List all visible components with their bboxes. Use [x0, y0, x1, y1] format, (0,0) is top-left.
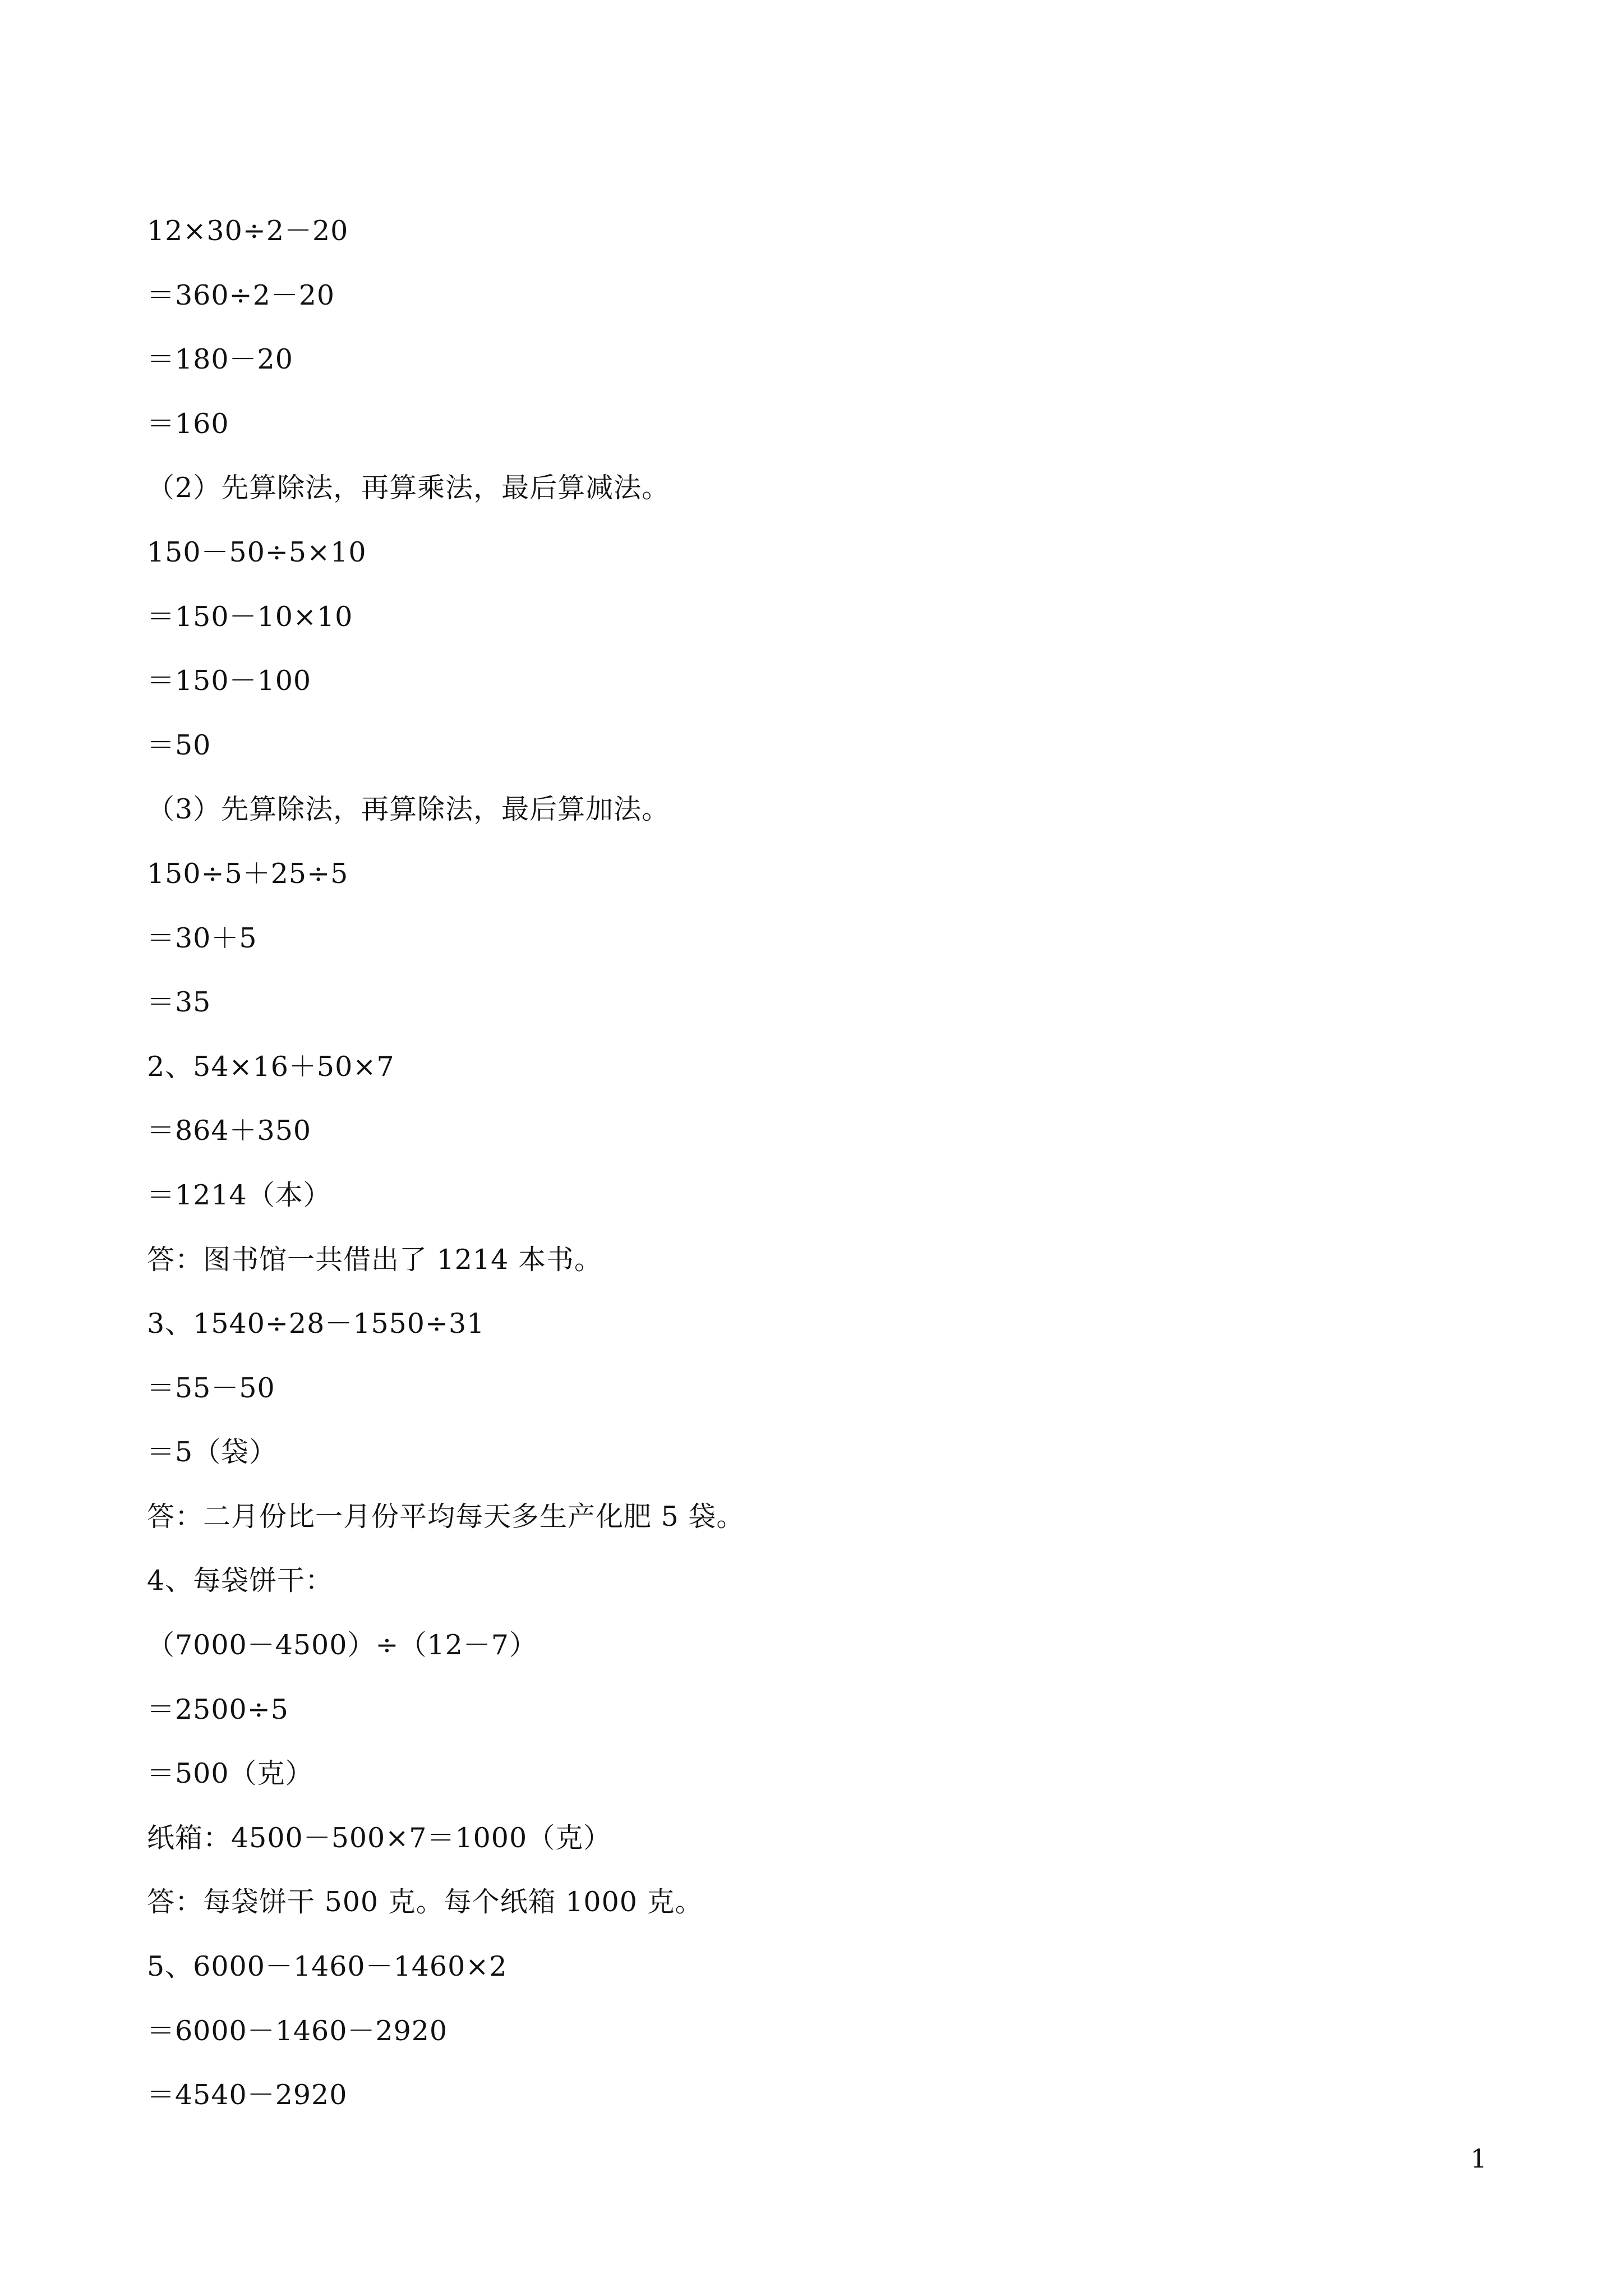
- text-line: ＝864＋350: [147, 1115, 312, 1147]
- text-line: 3、1540÷28－1550÷31: [147, 1308, 485, 1340]
- text-line: 纸箱：4500－500×7＝1000（克）: [147, 1821, 612, 1854]
- text-line: ＝5（袋）: [147, 1436, 278, 1469]
- text-line: ＝150－10×10: [147, 600, 353, 633]
- text-line: ＝1214（本）: [147, 1179, 331, 1211]
- text-line: 2、54×16＋50×7: [147, 1050, 395, 1083]
- text-line: ＝360÷2－20: [147, 279, 335, 311]
- text-line: 答：图书馆一共借出了 1214 本书。: [147, 1243, 602, 1276]
- text-line: ＝500（克）: [147, 1757, 313, 1790]
- text-line: （3）先算除法，再算除法，最后算加法。: [147, 793, 670, 826]
- document-body: [147, 209, 1493, 2137]
- text-line: 答：每袋饼干 500 克。每个纸箱 1000 克。: [147, 1886, 703, 1918]
- text-line: ＝150－100: [147, 665, 312, 697]
- text-line: （2）先算除法，再算乘法，最后算减法。: [147, 472, 670, 504]
- text-line: 12×30÷2－20: [147, 215, 349, 247]
- text-line: ＝6000－1460－2920: [147, 2014, 448, 2047]
- text-line: （7000－4500）÷（12－7）: [147, 1629, 537, 1662]
- text-line: 5、6000－1460－1460×2: [147, 1950, 508, 1983]
- text-line: ＝2500÷5: [147, 1693, 289, 1726]
- text-line: ＝50: [147, 729, 211, 761]
- text-line: 150－50÷5×10: [147, 536, 367, 568]
- text-line: 150÷5＋25÷5: [147, 857, 349, 890]
- text-line: ＝55－50: [147, 1372, 275, 1404]
- text-line: ＝35: [147, 986, 211, 1019]
- text-line: ＝180－20: [147, 343, 293, 376]
- text-line: 4、每袋饼干：: [147, 1565, 334, 1597]
- page-number: 1: [1470, 2143, 1487, 2174]
- text-line: 答：二月份比一月份平均每天多生产化肥 5 袋。: [147, 1500, 745, 1533]
- text-line: ＝30＋5: [147, 922, 257, 954]
- text-line: ＝160: [147, 407, 229, 440]
- text-line: ＝4540－2920: [147, 2079, 348, 2111]
